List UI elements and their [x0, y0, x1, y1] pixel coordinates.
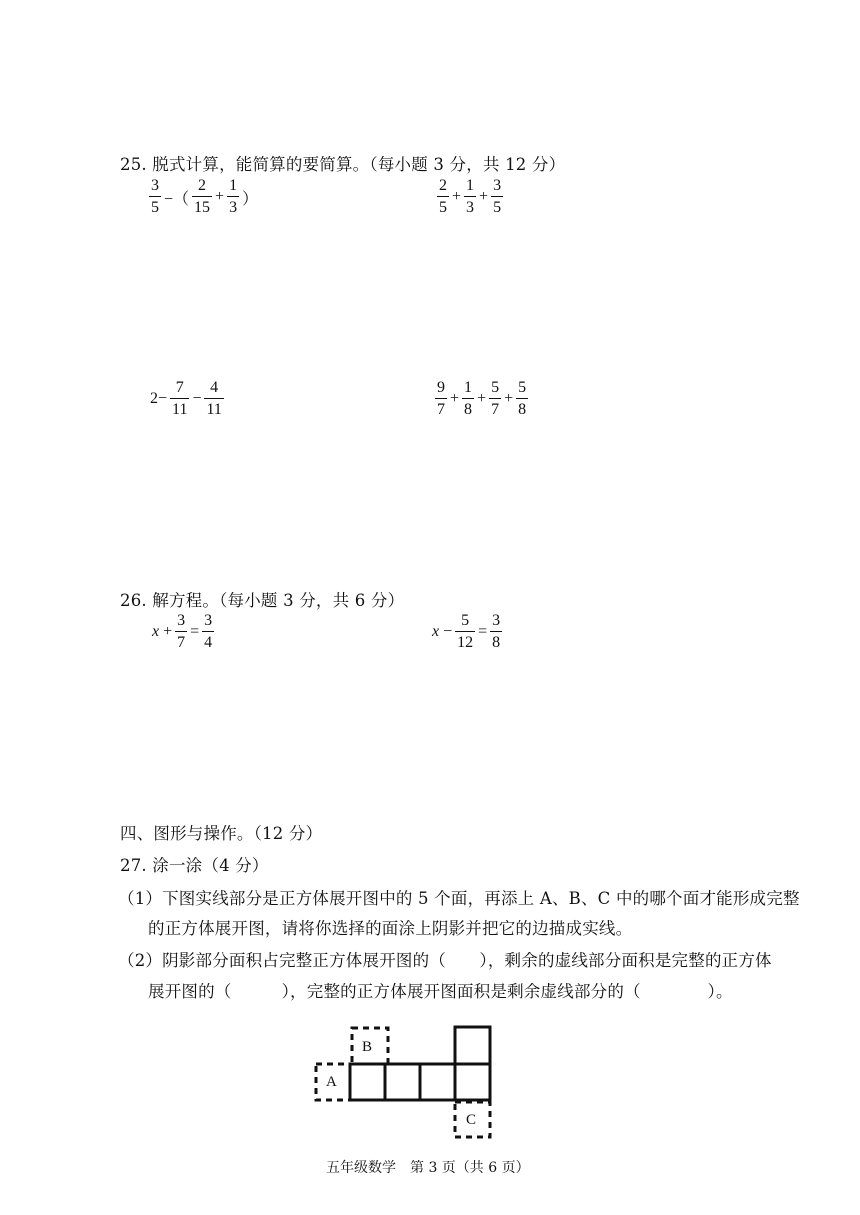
- fraction: $\frac{1}{3}$: [466, 177, 475, 216]
- q27-part2-line2: 展开图的（ ），完整的正方体展开图面积是剩余虚线部分的（ ）。: [148, 982, 733, 1001]
- fraction: $\frac{5}{7}$: [491, 379, 500, 418]
- fraction: $\frac{3}{4}$: [204, 612, 213, 651]
- q25-problem-4: $\frac{9}{7}$ + $\frac{1}{8}$ + $\frac{5}{7}$ + $\frac{5}{8}$: [437, 379, 527, 418]
- q27-part1-line2: 的正方体展开图，请将你选择的面涂上阴影并把它的边描成实线。: [148, 919, 633, 938]
- section-4-title: 四、图形与操作。（12 分）: [120, 824, 323, 843]
- fraction: $\frac{7}{11}$: [172, 379, 188, 418]
- face-label-b: B: [362, 1039, 373, 1055]
- q25-title: 25. 脱式计算，能简算的要简算。（每小题 3 分，共 12 分）: [120, 155, 566, 174]
- fraction: $\frac{3}{7}$: [177, 612, 186, 651]
- net-face-2: [385, 1064, 420, 1100]
- fraction: $\frac{5}{12}$: [457, 612, 474, 651]
- face-label-a: A: [326, 1074, 337, 1090]
- fraction: $\frac{1}{8}$: [464, 379, 473, 418]
- q26-equation-1: x + $\frac{3}{7}$ = $\frac{3}{4}$: [152, 612, 213, 651]
- net-face-4: [455, 1064, 490, 1100]
- q27-part1-line1: （1）下图实线部分是正方体展开图中的 5 个面，再添上 A、B、C 中的哪个面才能形成完整: [118, 889, 800, 908]
- fraction: $\frac{4}{11}$: [206, 379, 222, 418]
- net-face-3: [420, 1064, 455, 1100]
- q25-problem-3: 2− $\frac{7}{11}$ − $\frac{4}{11}$: [150, 379, 222, 418]
- q27-part2-line1: （2）阴影部分面积占完整正方体展开图的（ ），剩余的虚线部分面积是完整的正方体: [118, 951, 772, 970]
- q27-title: 27. 涂一涂（4 分）: [120, 856, 269, 875]
- fraction: $\frac{3}{8}$: [492, 612, 501, 651]
- fraction: $\frac{3}{5}$: [493, 177, 502, 216]
- q26-title: 26. 解方程。（每小题 3 分，共 6 分）: [120, 591, 405, 610]
- fraction: $\frac{5}{8}$: [518, 379, 527, 418]
- net-face-1: [350, 1064, 385, 1100]
- face-label-c: C: [466, 1112, 477, 1128]
- fraction: $\frac{3}{5}$: [151, 177, 159, 216]
- net-face-5: [455, 1027, 490, 1064]
- fraction: $\frac{1}{3}$: [229, 177, 238, 216]
- q25-problem-2: $\frac{2}{5}$ + $\frac{1}{3}$ + $\frac{3}{5}$: [439, 177, 502, 216]
- fraction: $\frac{2}{15}$: [194, 177, 211, 216]
- q25-problem-1: $\frac{3}{5}$ −（ $\frac{2}{15}$ + $\frac{1}{3}$ ）: [151, 177, 259, 216]
- fraction: $\frac{9}{7}$: [437, 379, 445, 418]
- page-footer: 五年级数学 第 3 页（共 6 页）: [326, 1160, 530, 1176]
- fraction: $\frac{2}{5}$: [439, 177, 447, 216]
- q26-equation-2: x − $\frac{5}{12}$ = $\frac{3}{8}$: [432, 612, 501, 651]
